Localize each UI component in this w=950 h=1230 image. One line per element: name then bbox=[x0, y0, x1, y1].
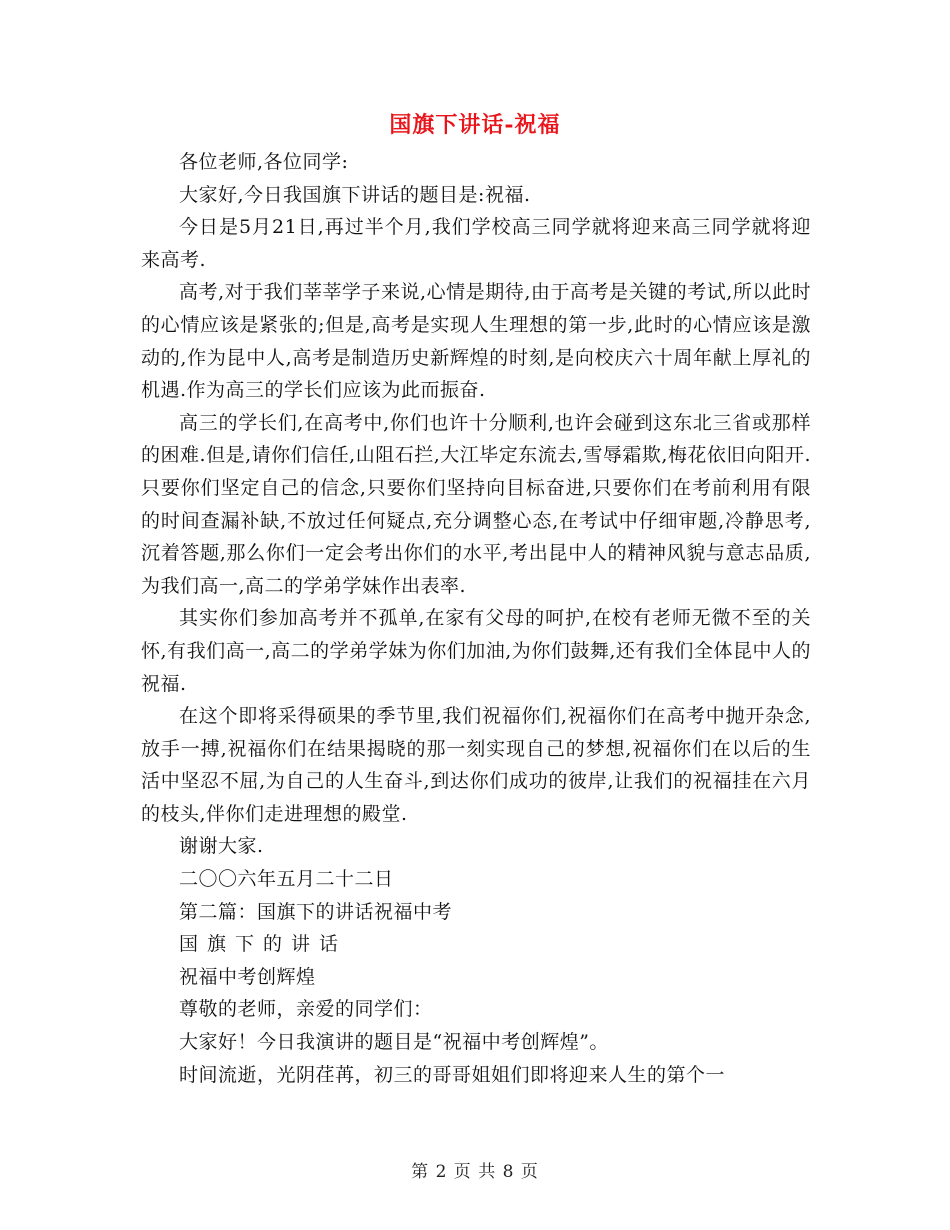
section-two-heading: 第二篇：国旗下的讲话祝福中考 bbox=[179, 900, 453, 923]
paragraph-thanks: 谢谢大家. bbox=[179, 835, 264, 858]
paragraph-greeting: 各位老师,各位同学: bbox=[179, 151, 349, 173]
page-number-footer: 第 2 页 共 8 页 bbox=[411, 1162, 539, 1182]
paragraph-topic: 大家好,今日我国旗下讲话的题目是:祝福. bbox=[179, 183, 531, 206]
section-two-subtitle: 祝福中考创辉煌 bbox=[179, 965, 316, 988]
section-two-topic: 大家好！今日我演讲的题目是“祝福中考创辉煌”。 bbox=[179, 1031, 609, 1054]
paragraph-date-intro: 今日是5月21日,再过半个月,我们学校高三同学就将迎来高三同学就将迎来高考. bbox=[141, 216, 811, 271]
document-body bbox=[141, 146, 811, 1091]
paragraph-date: 二〇〇六年五月二十二日 bbox=[179, 868, 394, 891]
section-two-greeting: 尊敬的老师，亲爱的同学们： bbox=[179, 998, 433, 1021]
paragraph-encouragement: 高三的学长们,在高考中,你们也许十分顺利,也许会碰到这东北三省或那样的困难.但是,请你们信任,山阻石拦,大江毕定东流去,雪辱霜欺,梅花依旧向阳开.只要你们坚定自己的信念,只要你们坚持向目标奋进,只要你们在考前利用有限的时间查漏补缺,不放过任何疑点,充分调整心态,在考试中仔细审题,冷静思考,沉着答题,那么你们一定会考出你们的水平,考出昆中人的精神风貌与意志品质,为我们高一,高二的学弟学妹作出表率. bbox=[141, 411, 811, 597]
document-title: 国旗下讲话-祝福 bbox=[389, 112, 561, 138]
paragraph-not-alone: 其实你们参加高考并不孤单,在家有父母的呵护,在校有老师无微不至的关怀,有我们高一,高二的学弟学妹为你们加油,为你们鼓舞,还有我们全体昆中人的祝福. bbox=[141, 607, 811, 695]
section-two-opening: 时间流逝，光阴荏苒，初三的哥哥姐姐们即将迎来人生的第个一 bbox=[179, 1063, 726, 1086]
paragraph-gaokao-feelings: 高考,对于我们莘莘学子来说,心情是期待,由于高考是关键的考试,所以此时的心情应该是紧张的;但是,高考是实现人生理想的第一步,此时的心情应该是激动的,作为昆中人,高考是制造历史新辉煌的时刻,是向校庆六十周年献上厚礼的机遇.作为高三的学长们应该为此而振奋. bbox=[141, 281, 811, 402]
section-two-title: 国旗下的讲话 bbox=[179, 933, 348, 956]
paragraph-blessing: 在这个即将采得硕果的季节里,我们祝福你们,祝福你们在高考中抛开杂念,放手一搏,祝福你们在结果揭晓的那一刻实现自己的梦想,祝福你们在以后的生活中坚忍不屈,为自己的人生奋斗,到达你们成功的彼岸,让我们的祝福挂在六月的枝头,伴你们走进理想的殿堂. bbox=[141, 705, 811, 825]
